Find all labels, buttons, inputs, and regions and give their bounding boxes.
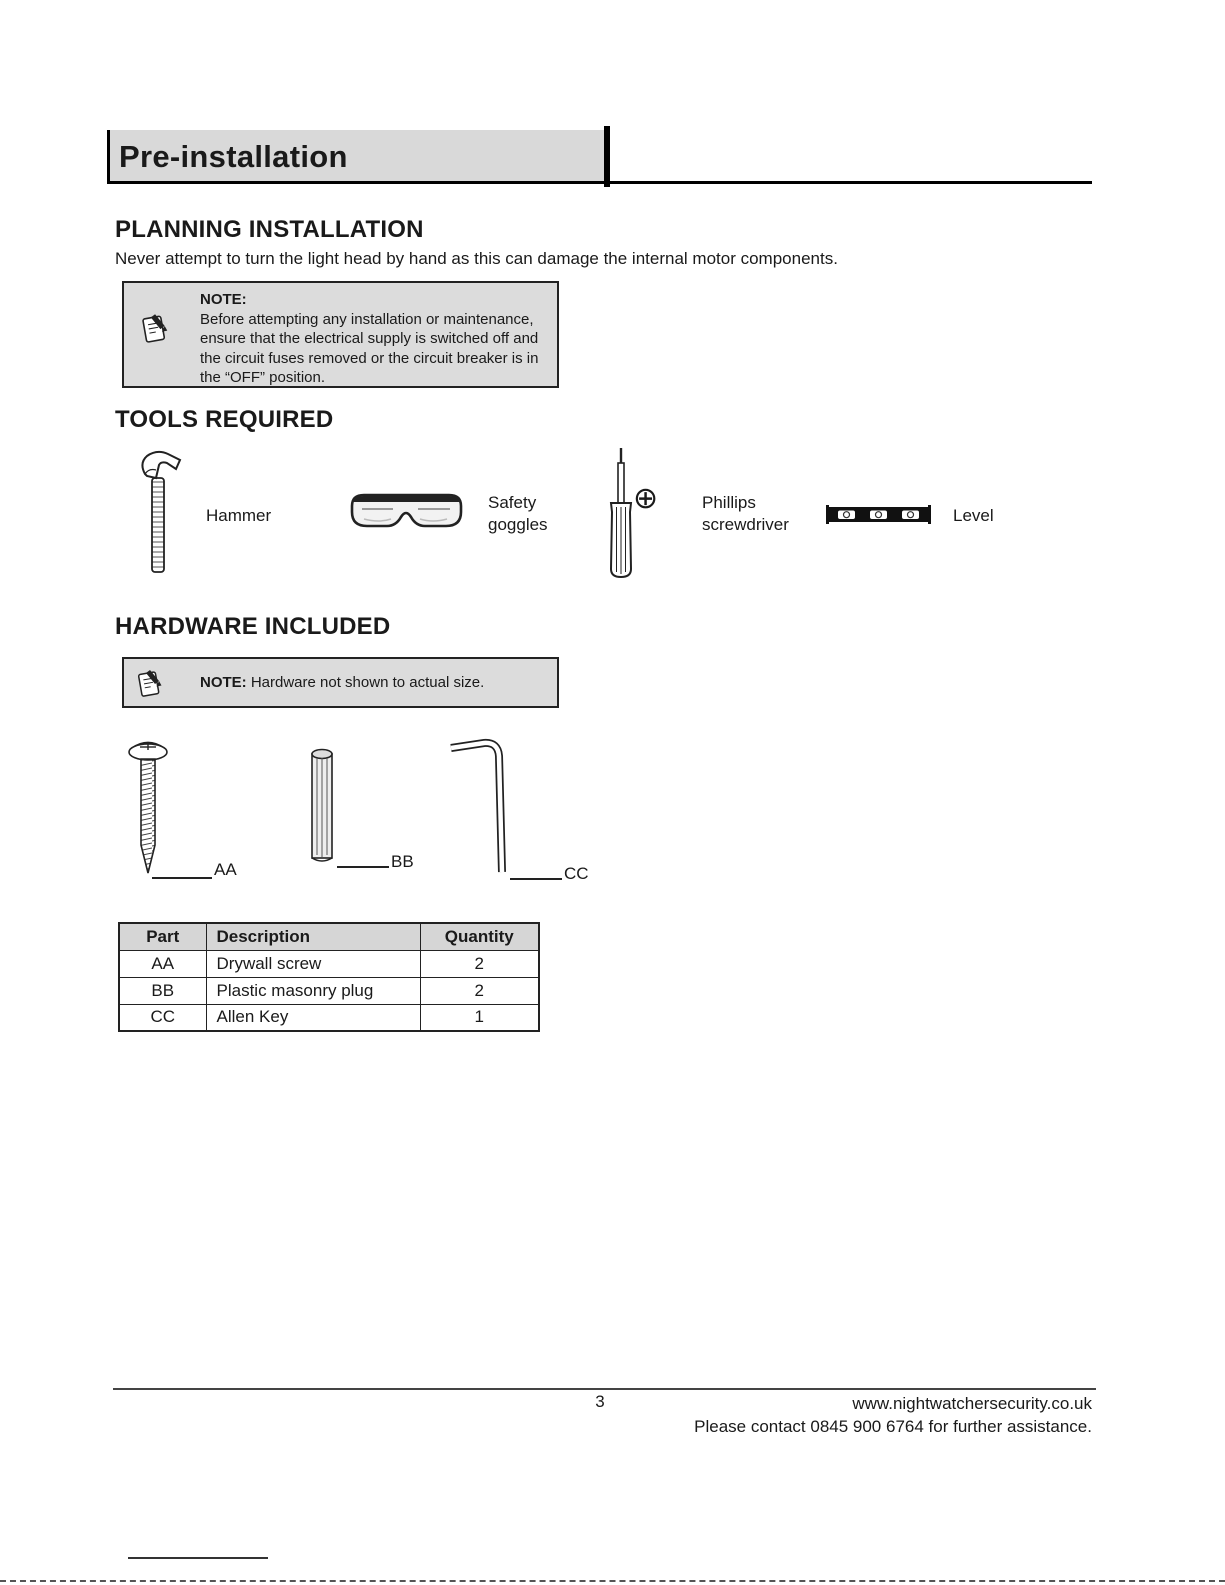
banner-underline: [107, 181, 1092, 184]
note-icon: [136, 667, 162, 704]
planning-installation-heading: PLANNING INSTALLATION: [115, 216, 424, 243]
phillips-cross-symbol: ⊕: [633, 482, 659, 515]
scan-artifact-line: [128, 1557, 268, 1559]
masonry-plug-icon: [305, 745, 339, 872]
hardware-note-box: [122, 657, 559, 708]
phillips-screwdriver-icon: [603, 448, 639, 585]
footer-website: www.nightwatchersecurity.co.uk: [852, 1394, 1092, 1413]
page-number: 3: [595, 1392, 605, 1411]
note-label: NOTE:: [200, 291, 247, 308]
cell-description: Drywall screw: [206, 950, 420, 977]
cell-description: Plastic masonry plug: [206, 977, 420, 1004]
banner-box: [107, 130, 604, 183]
cell-part: BB: [119, 977, 206, 1004]
cell-part: CC: [119, 1004, 206, 1031]
planning-body-text: Never attempt to turn the light head by hand as this can damage the internal motor components.: [115, 249, 838, 268]
header-quantity: Quantity: [420, 923, 539, 950]
header-description: Description: [206, 923, 420, 950]
note-body: Before attempting any installation or maintenance, ensure that the electrical supply is switched off and the circuit fuses removed or the circuit breaker is in the “OFF” position.: [200, 310, 539, 386]
note-body: Hardware not shown to actual size.: [246, 674, 485, 691]
level-label: Level: [953, 506, 994, 525]
hardware-label-cc: CC: [564, 864, 589, 883]
hammer-icon: [137, 450, 183, 580]
safety-goggles-icon: [349, 486, 464, 541]
hardware-note-text: [200, 674, 550, 691]
footer-divider: [113, 1388, 1096, 1390]
note-icon: [140, 311, 168, 350]
hardware-table: [118, 922, 540, 1032]
callout-line-bb: [337, 866, 389, 868]
planning-note-box: [122, 281, 559, 388]
cell-quantity: 2: [420, 977, 539, 1004]
footer-contact: Please contact 0845 900 6764 for further assistance.: [694, 1417, 1092, 1436]
table-row: [119, 1004, 539, 1031]
callout-line-cc: [510, 878, 562, 880]
cell-quantity: 2: [420, 950, 539, 977]
level-icon: [826, 503, 931, 532]
cell-part: AA: [119, 950, 206, 977]
tools-required-heading: TOOLS REQUIRED: [115, 406, 334, 433]
scan-artifact-dashed-edge: [0, 1580, 1225, 1582]
hardware-table-header-row: [119, 923, 539, 950]
banner-divider-bar: [604, 126, 610, 187]
phillips-screwdriver-label: Phillips screwdriver: [702, 493, 789, 534]
callout-line-aa: [152, 877, 212, 879]
cell-description: Allen Key: [206, 1004, 420, 1031]
table-row: [119, 977, 539, 1004]
note-label: NOTE:: [200, 674, 247, 691]
page-title: Pre-installation: [119, 138, 348, 174]
hardware-included-heading: HARDWARE INCLUDED: [115, 613, 391, 640]
header-part: Part: [119, 923, 206, 950]
cell-quantity: 1: [420, 1004, 539, 1031]
hardware-label-bb: BB: [391, 852, 414, 871]
planning-note-text: [200, 290, 556, 388]
drywall-screw-icon: [124, 737, 172, 884]
safety-goggles-label: Safety goggles: [488, 493, 548, 534]
footer-contact-block: [694, 1392, 1092, 1438]
hardware-label-aa: AA: [214, 860, 237, 879]
allen-key-icon: [446, 738, 512, 883]
table-row: [119, 950, 539, 977]
hammer-label: Hammer: [206, 506, 272, 525]
